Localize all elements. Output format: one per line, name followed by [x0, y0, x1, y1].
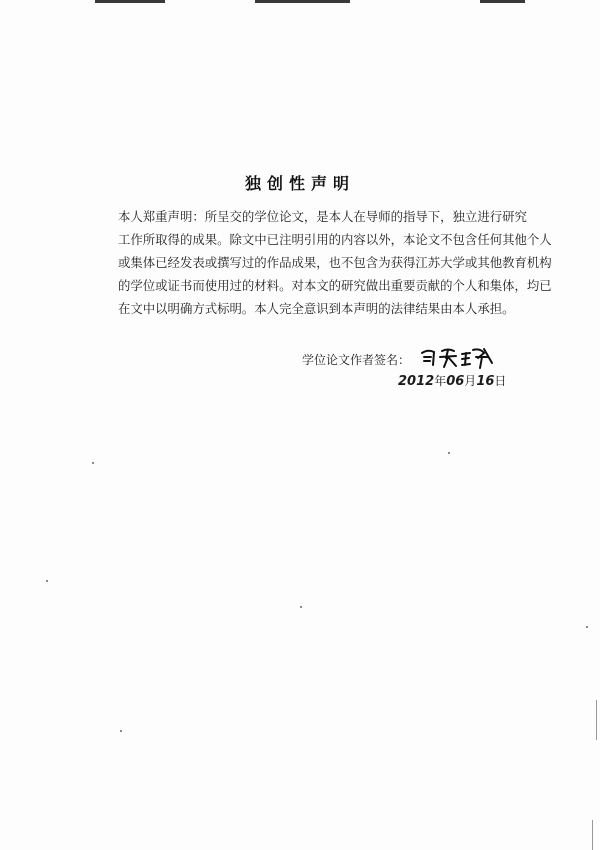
signature-row — [302, 345, 498, 374]
date-day: 16 — [476, 374, 495, 389]
date-year-suffix: 年 — [434, 374, 447, 388]
scan-speck — [120, 730, 122, 732]
scan-speck — [448, 452, 450, 454]
date-day-suffix: 日 — [494, 374, 507, 388]
handwritten-signature — [418, 345, 498, 374]
date-month-suffix: 月 — [464, 374, 477, 388]
scan-edge — [596, 700, 597, 740]
body-line: 本人郑重声明：所呈交的学位论文，是本人在导师的指导下，独立进行研究 — [118, 209, 527, 224]
page-title: 独创性声明 — [244, 173, 355, 193]
scan-edge — [592, 820, 593, 850]
body-line: 的学位或证书而使用过的材料。对本文的研究做出重要贡献的个人和集体，均已 — [118, 278, 552, 293]
date-year: 2012 — [398, 374, 435, 389]
date-month: 06 — [446, 374, 465, 389]
scan-speck — [300, 606, 302, 608]
scan-artifact — [95, 0, 165, 3]
scan-speck — [586, 626, 588, 628]
declaration-body — [118, 205, 552, 320]
scan-speck — [46, 580, 48, 582]
signature-label: 学位论文作者签名： — [302, 353, 411, 367]
body-line: 或集体已经发表或撰写过的作品成果，也不包含为获得江苏大学或其他教育机构 — [118, 255, 552, 270]
scan-artifact — [480, 0, 525, 3]
date-row — [398, 372, 506, 389]
scan-speck — [92, 462, 94, 464]
body-line: 在文中以明确方式标明。本人完全意识到本声明的法律结果由本人承担。 — [118, 301, 515, 316]
scan-artifact — [255, 0, 350, 3]
body-line: 工作所取得的成果。除文中已注明引用的内容以外，本论文不包含任何其他个人 — [118, 232, 552, 247]
